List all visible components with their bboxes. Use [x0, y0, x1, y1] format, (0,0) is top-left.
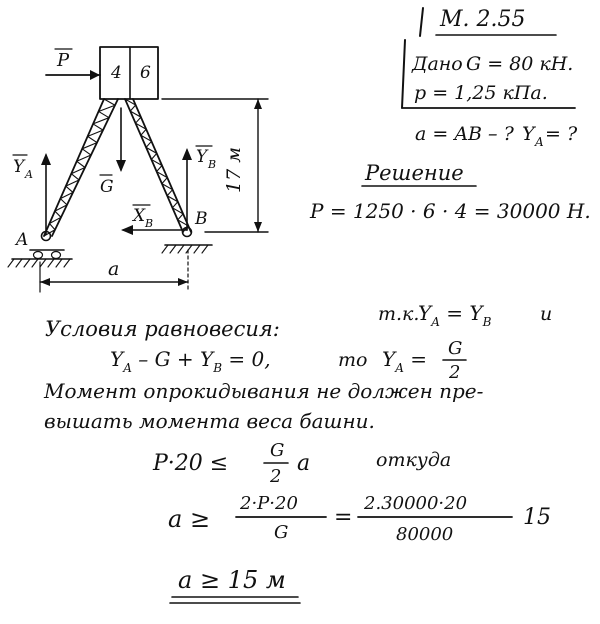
- force-calculation: P = 1250 · 6 · 4 = 30000 Н.: [310, 199, 591, 223]
- support-b-hatch-stroke: [194, 245, 200, 253]
- support-a-hatch-stroke: [16, 259, 22, 267]
- inequality-block: [152, 440, 451, 487]
- final-equals: =: [334, 505, 353, 530]
- wind-force-arrowhead: [90, 70, 100, 80]
- support-a-hatch-stroke: [8, 259, 14, 267]
- equilibrium-block: [45, 301, 552, 383]
- answer-text: a ≥ 15 м: [178, 566, 286, 594]
- right-leg-lattice: [146, 141, 151, 147]
- solution-heading-block: [309, 161, 591, 223]
- find-ya-sub: A: [535, 135, 544, 149]
- height-arrow-top: [254, 99, 262, 109]
- reaction-xb-arrowhead: [121, 225, 133, 235]
- left-leg-lattice: [88, 136, 97, 142]
- dimension-a-arrow-right: [178, 278, 188, 286]
- plate-width-4: 4: [111, 63, 122, 83]
- point-b-label: B: [195, 209, 208, 229]
- given-weight: G = 80 кН.: [466, 53, 574, 75]
- given-label: Дано: [412, 53, 463, 75]
- support-a-hatch-stroke: [48, 259, 54, 267]
- inequality-a: a: [297, 451, 311, 476]
- right-leg-lattice: [172, 202, 177, 208]
- left-leg-lattice: [49, 224, 55, 230]
- support-a-roller-2: [52, 252, 61, 259]
- wind-force-label: P: [57, 50, 70, 71]
- problem-number: М. 2.55: [440, 7, 526, 32]
- moment-line-1: Момент опрокидывания не должен пре-: [44, 379, 484, 403]
- find-a: a = AB – ?: [415, 123, 514, 145]
- final-lhs: a ≥: [168, 505, 211, 533]
- left-leg-lattice: [60, 199, 67, 205]
- left-leg-lattice: [77, 161, 85, 167]
- then-label: то: [338, 349, 368, 371]
- support-b-hatch-stroke: [178, 245, 184, 253]
- height-arrow-bottom: [254, 222, 262, 232]
- lattice-bracing: [44, 99, 188, 236]
- reaction-xb-sub: B: [145, 217, 154, 230]
- left-leg-lattice: [55, 211, 61, 217]
- right-leg-lattice: [141, 129, 146, 135]
- final-numerator-1: 2·P·20: [240, 493, 298, 514]
- support-b-hatch-stroke: [202, 245, 208, 253]
- dimension-a-label: a: [108, 258, 120, 280]
- reaction-yb-sub: B: [208, 158, 217, 171]
- weight-label: G: [100, 177, 114, 197]
- result-denominator: 2: [449, 362, 461, 383]
- left-leg-lattice: [99, 111, 109, 117]
- support-a-hatch: [8, 259, 70, 267]
- left-leg-lattice: [71, 174, 79, 180]
- solution-heading: Решение: [365, 161, 464, 185]
- right-leg-lattice: [157, 166, 162, 172]
- and-label: и: [540, 303, 553, 325]
- moment-line-2: вышать момента веса башни.: [44, 409, 375, 433]
- find-block: [415, 123, 578, 149]
- left-leg-lattice: [104, 99, 115, 105]
- plate-width-6: 6: [140, 63, 151, 83]
- find-ya: Y: [522, 123, 535, 145]
- tower-figure: [8, 47, 268, 292]
- since-label: т.к.: [378, 303, 420, 325]
- reaction-ya-sub: A: [25, 168, 33, 181]
- given-bracket: [402, 40, 405, 108]
- ya-equals-yb: $Y_A = Y_B$: [418, 301, 492, 329]
- support-a-hatch-stroke: [64, 259, 70, 267]
- right-leg-lattice: [136, 117, 141, 123]
- inequality-numerator: G: [270, 440, 285, 461]
- right-leg-lattice: [178, 214, 183, 220]
- left-leg-lattice: [93, 124, 103, 130]
- weight-arrowhead: [116, 160, 126, 172]
- result-numerator: G: [448, 338, 463, 359]
- support-a-hatch-stroke: [24, 259, 30, 267]
- right-leg-lattice: [162, 178, 167, 184]
- right-leg-lattice: [167, 190, 172, 196]
- given-pressure: p = 1,25 кПа.: [414, 82, 548, 104]
- find-ya-q: = ?: [545, 123, 578, 145]
- left-leg-lattice: [66, 186, 73, 192]
- left-leg-lattice: [82, 149, 91, 155]
- inequality-denominator: 2: [270, 466, 282, 487]
- reaction-ya-arrowhead: [41, 153, 51, 165]
- final-denominator-1: G: [274, 522, 289, 543]
- final-calculation-block: [168, 493, 551, 545]
- final-denominator-2: 80000: [396, 524, 454, 545]
- equilibrium-title: Условия равновесия:: [45, 317, 280, 341]
- reaction-ya-label: Y: [13, 157, 25, 177]
- support-a-roller-1: [34, 252, 43, 259]
- dimension-a-arrow-left: [40, 278, 50, 286]
- problem-header: [402, 7, 575, 108]
- reaction-yb-label: Y: [196, 147, 208, 167]
- support-b-hatch-stroke: [186, 245, 192, 253]
- whence-label: откуда: [376, 449, 452, 471]
- support-b-hatch-stroke: [162, 245, 168, 253]
- result-ya: $Y_A$ =: [382, 347, 427, 375]
- inequality-lhs: P·20 ≤: [153, 451, 229, 476]
- height-label: 17 м: [223, 147, 245, 193]
- support-a-hatch-stroke: [40, 259, 46, 267]
- right-leg-lattice: [151, 153, 156, 159]
- support-b-hatch: [162, 245, 208, 253]
- left-leg-outer: [44, 99, 104, 236]
- final-result: 15: [523, 505, 551, 530]
- sum-equation: $Y_A - G + Y_B = 0$,: [110, 347, 271, 375]
- right-leg-lattice: [130, 105, 135, 111]
- support-a-hatch-stroke: [32, 259, 38, 267]
- final-numerator-2: 2.30000·20: [364, 493, 468, 514]
- point-a-label: A: [16, 230, 29, 250]
- support-b-hatch-stroke: [170, 245, 176, 253]
- reaction-xb-label: X: [133, 206, 146, 226]
- reaction-yb-arrowhead: [182, 148, 192, 160]
- answer-block: [170, 566, 300, 603]
- header-mark: [420, 8, 423, 36]
- moment-block: [43, 379, 484, 433]
- support-a-hatch-stroke: [56, 259, 62, 267]
